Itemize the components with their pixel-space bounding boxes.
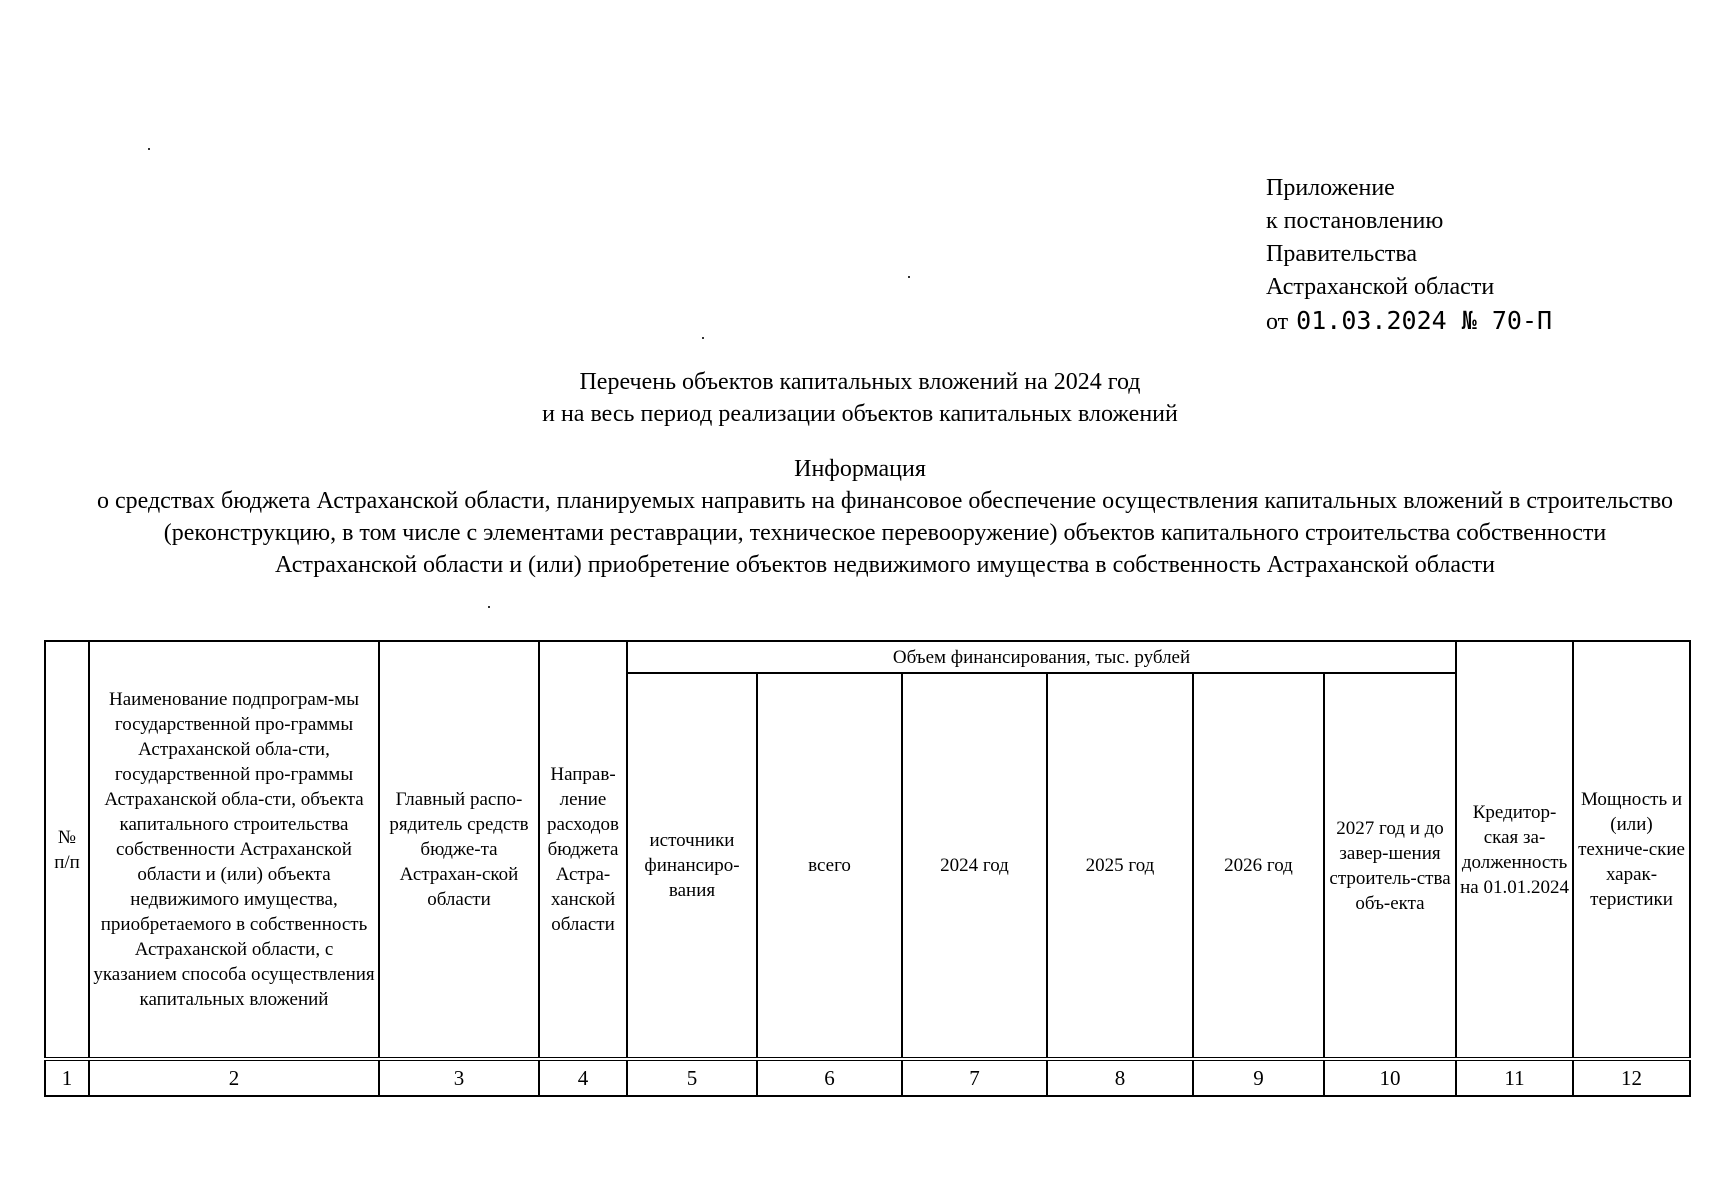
header-number: № п/п [45,641,89,1059]
header-name: Наименование подпрограм-мы государственной про-граммы Астраханской обла-сти, государственной про-граммы Астраханской обла-сти, объекта капитального строительства собственности Астраханской области и (или) объекта недвижимого имущества, приобретаемого в собственность Астраханской области, с указанием способа осуществления капитальных вложений [89,641,379,1059]
column-number: 4 [539,1059,627,1096]
header-budget-manager: Главный распо-рядитель средств бюдже-та Астрахан-ской области [379,641,539,1059]
header-total: всего [757,673,902,1059]
info-description: о средствах бюджета Астраханской области, планируемых направить на финансовое обеспечение осуществления капитальных вложений в строительство (реконструкцию, в том числе с элементами реставрации, техническое перевооружение) объектов капитального строительства собственности Астраханской области и (или) приобретение объектов недвижимого имущества в собственность Астраханской области [96,488,1674,578]
header-capacity: Мощность и (или) техниче-ские харак-теристики [1573,641,1690,1059]
title-line: и на весь период реализации объектов капитальных вложений [542,401,1178,427]
appendix-date-number: 01.03.2024 № 70-П [1296,306,1553,335]
document-title [0,366,1720,430]
column-number: 9 [1193,1059,1324,1096]
title-line: Перечень объектов капитальных вложений на 2024 год [579,369,1141,395]
header-funding-sources: источники финансиро-вания [627,673,757,1059]
scan-speck [148,148,150,150]
capital-investments-table [44,640,1691,1097]
column-number: 1 [45,1059,89,1096]
appendix-date-row [1266,304,1552,339]
header-payables: Кредитор-ская за-долженность на 01.01.2024 [1456,641,1573,1059]
column-number: 8 [1047,1059,1193,1096]
info-heading [0,453,1720,485]
column-number: 6 [757,1059,902,1096]
column-number: 11 [1456,1059,1573,1096]
header-year-2024: 2024 год [902,673,1047,1059]
column-number: 7 [902,1059,1047,1096]
column-number: 5 [627,1059,757,1096]
appendix-line: к постановлению [1266,208,1444,234]
appendix-line: Астраханской области [1266,274,1495,300]
scan-speck [702,337,704,339]
scan-speck [908,276,910,278]
appendix-line: Правительства [1266,241,1418,267]
header-year-2027-plus: 2027 год и до завер-шения строитель-ства объ-екта [1324,673,1456,1059]
column-number: 10 [1324,1059,1456,1096]
column-number: 12 [1573,1059,1690,1096]
column-number: 2 [89,1059,379,1096]
header-expense-direction: Направ-ление расходов бюджета Астра-ханской области [539,641,627,1059]
table-header-row [45,641,1690,673]
appendix-line: Приложение [1266,175,1395,201]
scan-speck [488,606,490,608]
header-year-2025: 2025 год [1047,673,1193,1059]
header-year-2026: 2026 год [1193,673,1324,1059]
appendix-date-prefix: от [1266,309,1289,335]
header-financing-volume: Объем финансирования, тыс. рублей [627,641,1456,673]
info-heading-text: Информация [794,456,926,482]
column-number-row [45,1059,1690,1096]
appendix-block [1266,172,1552,339]
column-number: 3 [379,1059,539,1096]
